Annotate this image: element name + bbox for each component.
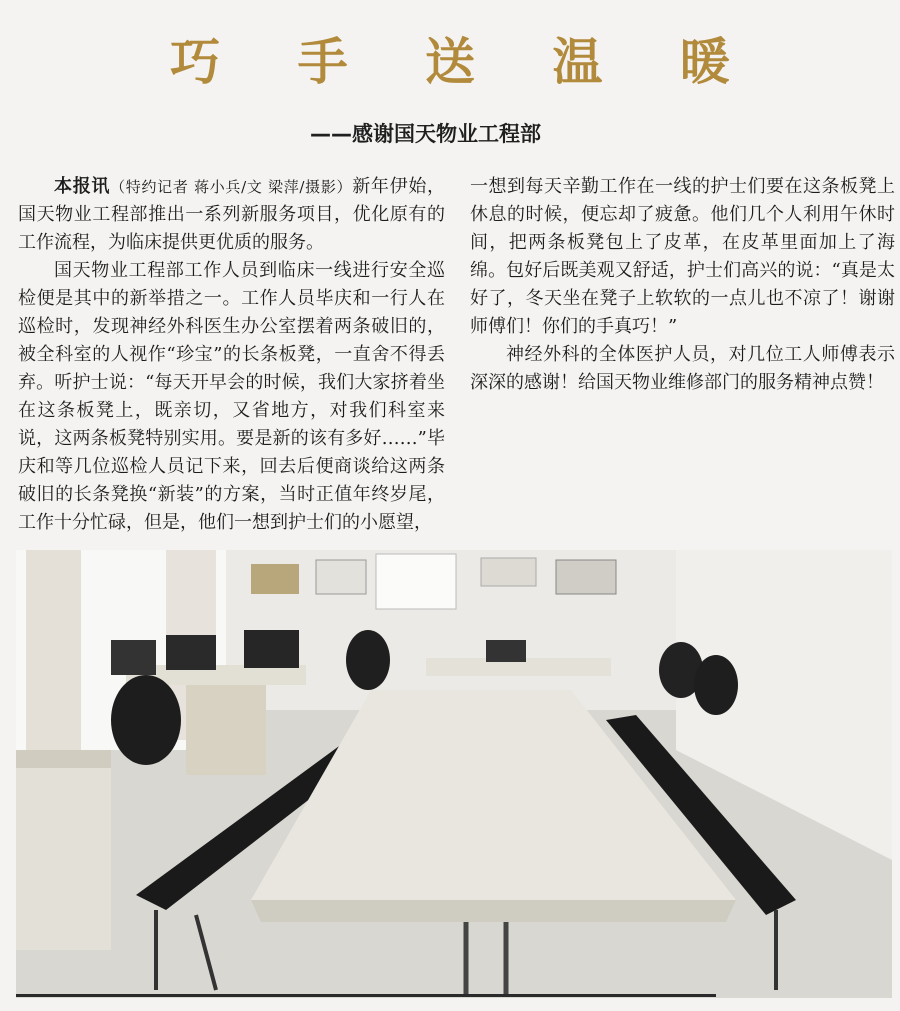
paragraph-2: 国天物业工程部工作人员到临床一线进行安全巡检便是其中的新举措之一。工作人员毕庆和一行人在巡检时，发现神经外科医生办公室摆着两条破旧的，被全科室的人视作“珍宝”的长条板凳，一直舍不得丢弃。听护士说：“每天开早会的时候，我们大家挤着坐在这条板凳上，既亲切，又省地方，对我们科室来说，这两条板凳特别实用。要是新的该有多好……”毕庆和等几位巡检人员记下来，回去后便商谈给这两条破旧的长条凳换“新装”的方案，当时正值年终岁尾，工作十分忙碌，但是，他们一想到护士们的小愿望， <box>18 260 445 533</box>
article-title: 巧 手 送 温 暖 <box>170 33 760 91</box>
paragraph-1-text: 新年伊始，国天物业工程部推出一系列新服务项目，优化原有的工作流程，为临床提供更优质的服务。 <box>18 176 446 253</box>
article-subtitle: ——感谢国天物业工程部 <box>310 122 541 146</box>
lead-label: 本报讯 <box>54 176 111 197</box>
paragraph-1 <box>18 173 445 257</box>
text-column-right <box>470 173 895 397</box>
text-column-left <box>18 173 445 537</box>
byline: （特约记者 蒋小兵/文 梁萍/摄影） <box>110 178 353 196</box>
office-photo <box>16 550 892 998</box>
office-photo-illustration <box>16 550 892 998</box>
bottom-rule <box>16 994 716 997</box>
paragraph-2-continued: 一想到每天辛勤工作在一线的护士们要在这条板凳上休息的时候，便忘却了疲惫。他们几个人利用午休时间，把两条板凳包上了皮革，在皮革里面加上了海绵。包好后既美观又舒适，护士们高兴的说：“真是太好了，冬天坐在凳子上软软的一点儿也不凉了！谢谢师傅们！你们的手真巧！” <box>470 176 895 337</box>
paragraph-3: 神经外科的全体医护人员，对几位工人师傅表示深深的感谢！给国天物业维修部门的服务精神点赞！ <box>470 344 895 393</box>
